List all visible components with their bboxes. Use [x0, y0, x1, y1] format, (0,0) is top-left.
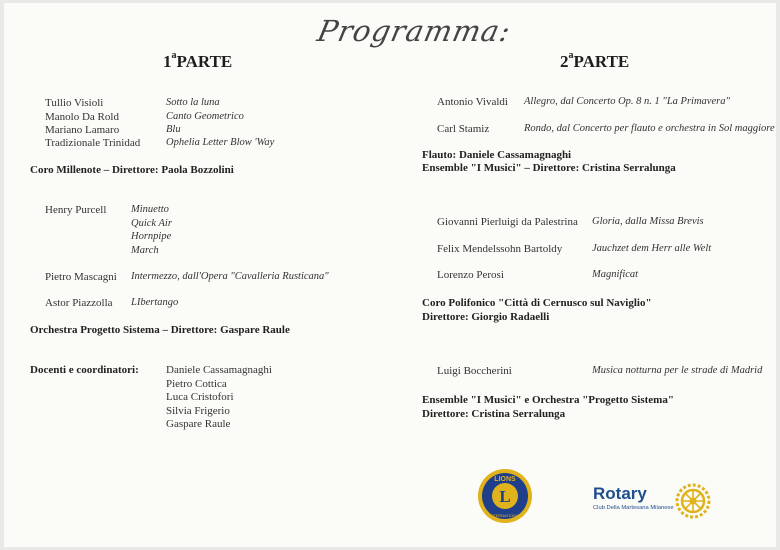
author-darold: Manolo Da Rold — [45, 111, 119, 123]
part1-heading-sup: a — [171, 50, 177, 62]
docente-1: Daniele Cassamagnaghi — [166, 364, 272, 376]
author-boccherini: Luigi Boccherini — [437, 365, 512, 377]
work-stamiz: Rondo, dal Concerto per flauto e orchestra in Sol maggiore — [524, 123, 775, 134]
ensemble-orchestra: Ensemble "I Musici" e Orchestra "Progetto Sistema" — [422, 394, 674, 406]
work-trinidad: Ophelia Letter Blow 'Way — [166, 137, 275, 148]
author-perosi: Lorenzo Perosi — [437, 269, 504, 281]
work-perosi: Magnificat — [592, 269, 639, 280]
docente-2: Pietro Cottica — [166, 378, 227, 390]
lions-word: LIONS — [494, 476, 516, 483]
docente-5: Gaspare Raule — [166, 418, 231, 430]
coro-direttore: Direttore: Giorgio Radaelli — [422, 311, 550, 323]
flauto-label: Flauto: Daniele Cassamagnaghi — [422, 149, 572, 161]
work-boccherini: Musica notturna per le strade di Madrid — [592, 365, 763, 376]
work-darold: Canto Geometrico — [166, 111, 244, 122]
ensemble-direttore: Direttore: Cristina Serralunga — [422, 408, 566, 420]
part2-heading-number: 2 — [560, 52, 569, 71]
rotary-wheel-icon — [675, 483, 711, 519]
work-purcell-4: March — [131, 245, 159, 256]
author-visioli: Tullio Visioli — [45, 97, 104, 109]
docente-4: Silvia Frigerio — [166, 405, 230, 417]
program-title: Programma: — [314, 14, 515, 48]
work-mendelssohn: Jauchzet dem Herr alle Welt — [592, 243, 712, 254]
ensemble-musici: Ensemble "I Musici" – Direttore: Cristina Serralunga — [422, 162, 676, 174]
author-stamiz: Carl Stamiz — [437, 123, 490, 135]
docente-3: Luca Cristofori — [166, 391, 234, 403]
author-piazzolla: Astor Piazzolla — [45, 297, 113, 309]
work-purcell-1: Minuetto — [131, 204, 169, 215]
work-visioli: Sotto la luna — [166, 97, 220, 108]
part1-heading — [163, 52, 232, 72]
work-piazzolla: LIbertango — [131, 297, 179, 308]
work-purcell-3: Hornpipe — [131, 231, 172, 242]
work-vivaldi: Allegro, dal Concerto Op. 8 n. 1 "La Primavera" — [524, 96, 730, 107]
coro-polifonico: Coro Polifonico "Città di Cernusco sul Naviglio" — [422, 297, 652, 309]
work-mascagni: Intermezzo, dall'Opera "Cavalleria Rusticana" — [131, 271, 329, 282]
work-lamaro: Blu — [166, 124, 181, 135]
author-lamaro: Mariano Lamaro — [45, 124, 120, 136]
author-mendelssohn: Felix Mendelssohn Bartoldy — [437, 243, 563, 255]
rotary-sub: Club Della Martesana Milanese — [593, 505, 674, 511]
choir-millenote: Coro Millenote – Direttore: Paola Bozzolini — [30, 164, 234, 176]
program-page — [4, 3, 776, 547]
author-palestrina: Giovanni Pierluigi da Palestrina — [437, 216, 578, 228]
orchestra-progetto-sistema: Orchestra Progetto Sistema – Direttore: Gaspare Raule — [30, 324, 290, 336]
author-trinidad: Tradizionale Trinidad — [45, 137, 141, 149]
part2-heading-sup: a — [568, 50, 574, 62]
part2-heading-word: PARTE — [573, 52, 630, 71]
docenti-label: Docenti e coordinatori: — [30, 364, 139, 376]
rotary-logo — [593, 484, 674, 511]
author-mascagni: Pietro Mascagni — [45, 271, 117, 283]
author-purcell: Henry Purcell — [45, 204, 107, 216]
work-palestrina: Gloria, dalla Missa Brevis — [592, 216, 704, 227]
author-vivaldi: Antonio Vivaldi — [437, 96, 508, 108]
part1-heading-word: PARTE — [176, 52, 233, 71]
lions-sub: INTERNATIONAL — [489, 513, 521, 518]
part2-heading — [560, 52, 629, 72]
lions-logo — [476, 467, 534, 525]
rotary-word: Rotary — [593, 484, 647, 503]
lions-letter: L — [499, 487, 511, 506]
work-purcell-2: Quick Air — [131, 218, 172, 229]
part1-heading-number: 1 — [163, 52, 172, 71]
